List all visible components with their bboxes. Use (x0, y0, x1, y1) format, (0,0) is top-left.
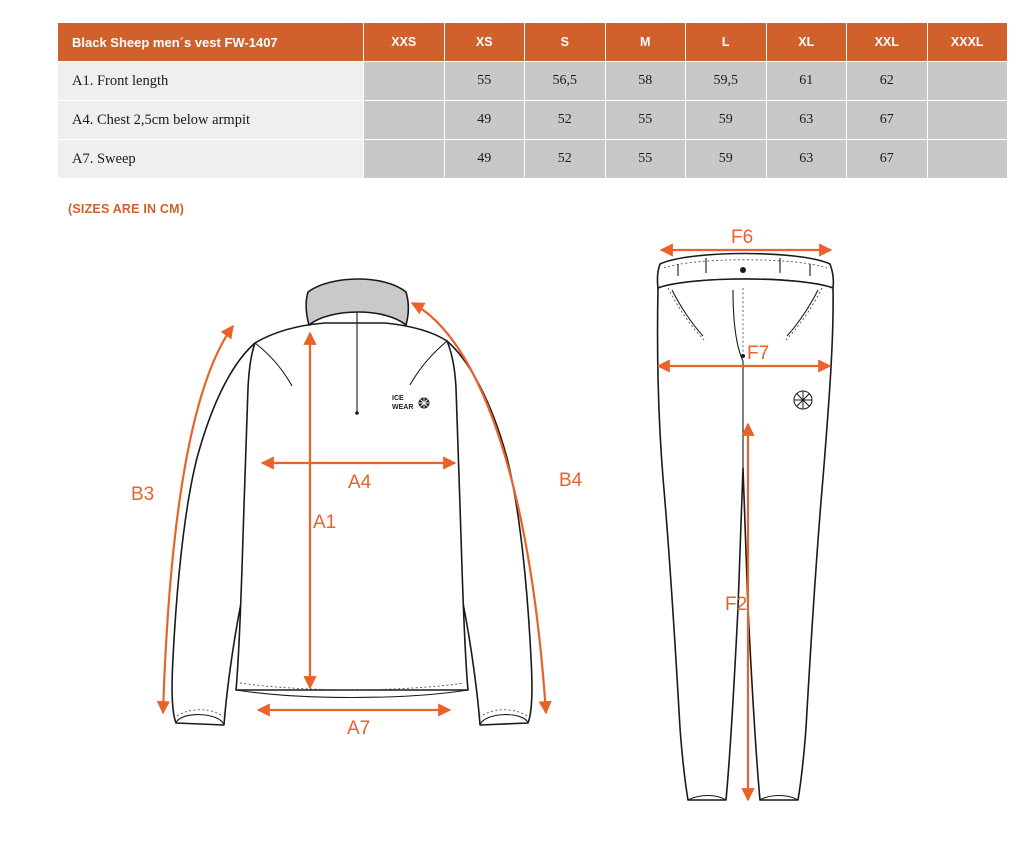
table-body (58, 62, 1008, 179)
table-header-row (58, 23, 1008, 62)
cell-a1-xxxl (927, 62, 1008, 101)
measure-label-a4: A4 (348, 472, 372, 493)
cell-a1-xxs (364, 62, 445, 101)
measure-label-a1: A1 (313, 512, 337, 533)
cell-a4-xxxl (927, 101, 1008, 140)
measure-f6 (661, 228, 831, 250)
size-col-m: M (605, 23, 686, 62)
size-col-xl: XL (766, 23, 847, 62)
size-col-l: L (686, 23, 767, 62)
size-col-xxs: XXS (364, 23, 445, 62)
measure-label-f2: F2 (725, 594, 748, 615)
bottom-garment-illustration (657, 228, 833, 800)
cell-a4-xl: 63 (766, 101, 847, 140)
product-title: Black Sheep men´s vest FW-1407 (58, 23, 364, 62)
row-label-a7: A7. Sweep (58, 140, 364, 179)
brand-label-line2: WEAR (392, 404, 414, 411)
snowflake-icon (419, 398, 430, 409)
top-garment-illustration (131, 279, 583, 739)
row-label-a4: A4. Chest 2,5cm below armpit (58, 101, 364, 140)
cell-a4-xxs (364, 101, 445, 140)
cell-a4-m: 55 (605, 101, 686, 140)
cell-a1-l: 59,5 (686, 62, 767, 101)
cell-a1-xl: 61 (766, 62, 847, 101)
cell-a7-xxxl (927, 140, 1008, 179)
size-chart-table (57, 22, 1008, 179)
measure-a7 (258, 710, 450, 739)
row-label-a1: A1. Front length (58, 62, 364, 101)
cell-a7-xxl: 67 (847, 140, 928, 179)
cell-a7-xs: 49 (444, 140, 525, 179)
cell-a4-xxl: 67 (847, 101, 928, 140)
cell-a1-xs: 55 (444, 62, 525, 101)
cell-a7-m: 55 (605, 140, 686, 179)
cell-a7-s: 52 (525, 140, 606, 179)
size-col-s: S (525, 23, 606, 62)
size-col-xs: XS (444, 23, 525, 62)
snowflake-icon-pants (794, 391, 812, 409)
cell-a1-m: 58 (605, 62, 686, 101)
table-row (58, 101, 1008, 140)
size-col-xxl: XXL (847, 23, 928, 62)
measure-label-f7: F7 (747, 343, 770, 364)
cell-a1-xxl: 62 (847, 62, 928, 101)
table-row (58, 62, 1008, 101)
measure-label-f6: F6 (731, 228, 754, 248)
units-note: (SIZES ARE IN CM) (68, 202, 185, 216)
size-col-xxxl: XXXL (927, 23, 1008, 62)
measure-label-a7: A7 (347, 718, 371, 739)
table-header (58, 23, 1008, 62)
measure-label-b3: B3 (131, 484, 155, 505)
table-row (58, 140, 1008, 179)
cell-a4-xs: 49 (444, 101, 525, 140)
garment-illustrations (0, 228, 1030, 847)
cell-a4-s: 52 (525, 101, 606, 140)
cell-a7-xxs (364, 140, 445, 179)
measure-label-b4: B4 (559, 470, 583, 491)
cell-a7-l: 59 (686, 140, 767, 179)
cell-a7-xl: 63 (766, 140, 847, 179)
cell-a1-s: 56,5 (525, 62, 606, 101)
brand-label-line1: ICE (392, 395, 404, 402)
cell-a4-l: 59 (686, 101, 767, 140)
